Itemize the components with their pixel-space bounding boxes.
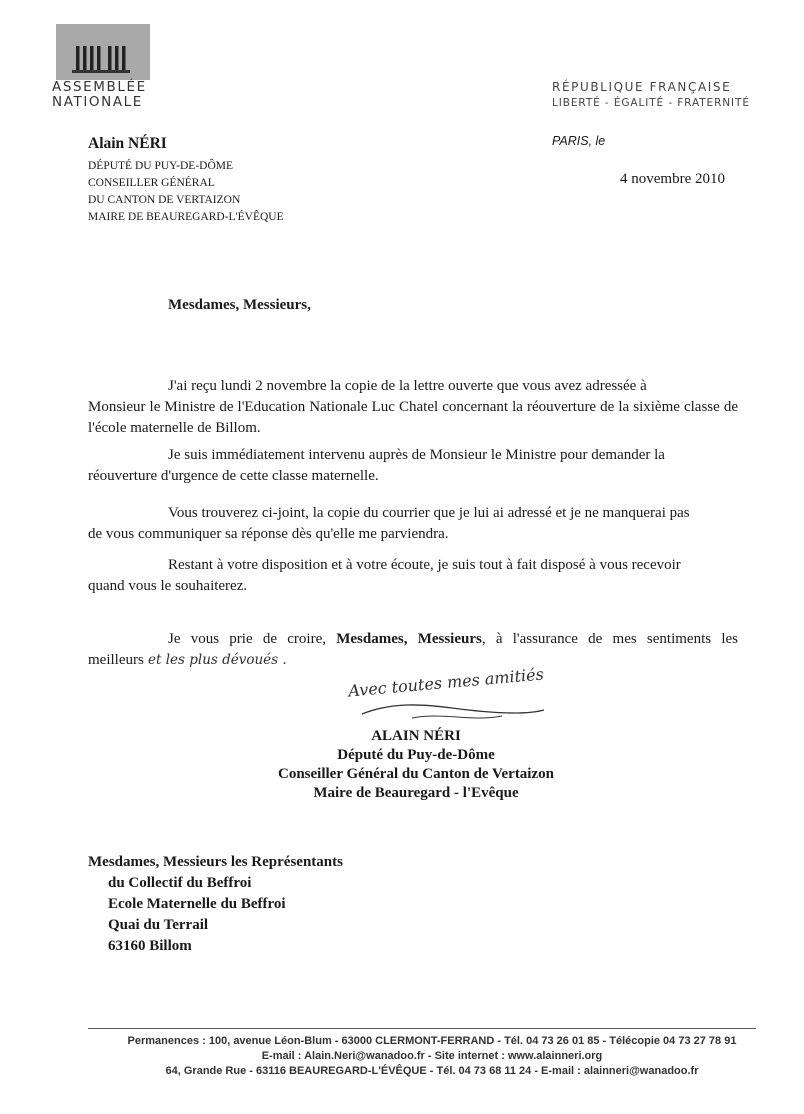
letter-date: 4 novembre 2010 — [620, 171, 725, 187]
body-paragraph — [88, 555, 738, 597]
footer-line: Permanences : 100, avenue Léon-Blum - 63000 CLERMONT-FERRAND - Tél. 04 73 26 01 85 - Télécopie 04 73 27 78 91 — [127, 1035, 737, 1047]
footer-line: E-mail : Alain.Neri@wanadoo.fr - Site internet : www.alainneri.org — [261, 1050, 603, 1062]
logo-text-line1: ASSEMBLÉE — [52, 79, 147, 95]
signature-scribble — [352, 700, 552, 724]
assemblee-nationale-logo — [52, 24, 154, 110]
recipient-address — [88, 852, 343, 957]
sender-title-line: DÉPUTÉ DU PUY-DE-DÔME — [88, 160, 234, 172]
recipient-line: Quai du Terrail — [108, 917, 209, 933]
signatory-title: Député du Puy-de-Dôme — [337, 747, 495, 763]
closing-text-a: Je vous prie de croire, — [168, 631, 337, 647]
closing-text-bold: Mesdames, Messieurs — [336, 631, 482, 647]
republic-title: RÉPUBLIQUE FRANÇAISE — [552, 80, 732, 94]
salutation: Mesdames, Messieurs, — [168, 297, 311, 313]
place-label: PARIS, le — [552, 134, 606, 148]
footer-line: 64, Grande Rue - 63116 BEAUREGARD-L'ÉVÊQUE - Tél. 04 73 68 11 24 - E-mail : alainneri@wanadoo.fr — [165, 1065, 699, 1077]
handwritten-closing: et les plus dévoués . — [148, 652, 287, 668]
closing-text-c: , à l'assurance de mes sentiments les — [481, 631, 738, 647]
sender-title-line: CONSEILLER GÉNÉRAL — [88, 177, 215, 189]
sender-block — [88, 135, 284, 226]
sender-name: Alain NÉRI — [88, 135, 167, 152]
closing-first-line — [88, 629, 738, 650]
hemicycle-icon — [56, 24, 150, 80]
signatory-name: ALAIN NÉRI — [371, 728, 461, 744]
body-paragraph — [88, 445, 738, 487]
body-paragraph — [88, 376, 738, 439]
paragraph-rest: réouverture d'urgence de cette classe maternelle. — [88, 468, 379, 484]
recipient-line: Ecole Maternelle du Beffroi — [108, 896, 286, 912]
recipient-line: 63160 Billom — [108, 938, 192, 954]
logo-text-line2: NATIONALE — [52, 94, 143, 110]
recipient-line: du Collectif du Beffroi — [108, 875, 252, 891]
sender-title-line: MAIRE DE BEAUREGARD-L'ÉVÊQUE — [88, 211, 284, 223]
paragraph-rest: de vous communiquer sa réponse dès qu'elle me parviendra. — [88, 526, 449, 542]
paragraph-first-line: Restant à votre disposition et à votre écoute, je suis tout à fait disposé à vous recevoir — [168, 557, 681, 573]
paragraph-first-line: Je suis immédiatement intervenu auprès de Monsieur le Ministre pour demander la — [168, 447, 665, 463]
recipient-line: Mesdames, Messieurs les Représentants — [88, 854, 343, 870]
paragraph-first-line: J'ai reçu lundi 2 novembre la copie de la lettre ouverte que vous avez adressée à — [168, 378, 647, 394]
footer-divider — [88, 1028, 756, 1029]
republic-motto: LIBERTÉ - ÉGALITÉ - FRATERNITÉ — [552, 97, 750, 109]
republic-header — [552, 80, 750, 109]
signatory-title: Conseiller Général du Canton de Vertaizon — [278, 766, 554, 782]
paragraph-rest: quand vous le souhaiterez. — [88, 578, 248, 594]
closing-word: meilleurs — [88, 652, 144, 668]
paragraph-first-line: Vous trouverez ci-joint, la copie du courrier que je lui ai adressé et je ne manquerai pas — [168, 505, 690, 521]
body-paragraph — [88, 503, 738, 545]
signature-block — [230, 727, 602, 803]
paragraph-rest: Monsieur le Ministre de l'Education Nationale Luc Chatel concernant la réouverture de la sixième classe de l'école maternelle de Billom. — [88, 399, 738, 436]
handwritten-note: Avec toutes mes amitiés — [347, 664, 545, 701]
signatory-title: Maire de Beauregard - l'Evêque — [313, 785, 519, 801]
sender-title-line: DU CANTON DE VERTAIZON — [88, 194, 241, 206]
footer — [60, 1034, 804, 1079]
